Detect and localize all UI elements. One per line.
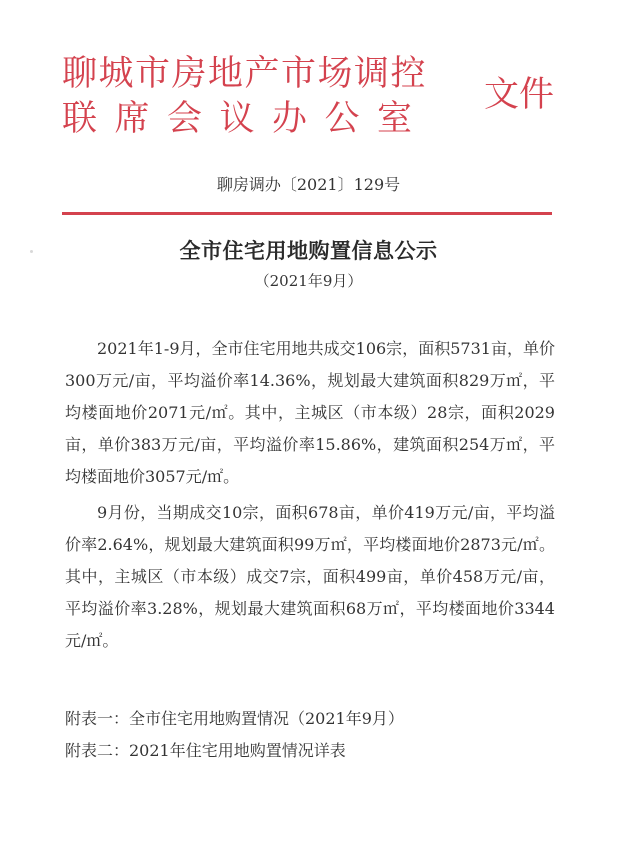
document-number: 聊房调办〔2021〕129号 [216,175,401,194]
document-title: 全市住宅用地购置信息公示 [179,239,438,263]
document-type-suffix: 文件 [484,75,555,115]
attachment-item-1: 附表一：全市住宅用地购置情况（2021年9月） [65,709,404,728]
body-paragraph-september-summary: 9月份，当期成交10宗，面积678亩，单价419万元/亩，平均溢价率2.64%，规划最大建筑面积99万㎡，平均楼面地价2873元/㎡。其中，主城区（市本级）成交7宗，面积499亩，单价458万元/亩，平均溢价率3.28%，规划最大建筑面积68万㎡，平均楼面地价3344元/㎡。 [65,503,555,650]
attachment-item-2: 附表二：2021年住宅用地购置情况详表 [65,741,346,760]
scan-speck [30,250,33,253]
body-paragraph-ytd-summary: 2021年1-9月，全市住宅用地共成交106宗，面积5731亩，单价300万元/亩，平均溢价率14.36%，规划最大建筑面积829万㎡，平均楼面地价2071元/㎡。其中，主城区（市本级）28宗，面积2029亩，单价383万元/亩，平均溢价率15.86%，建筑面积254万㎡，平均楼面地价3057元/㎡。 [65,339,555,486]
issuing-org-line-2: 联席会议办公室 [62,99,430,139]
document-subtitle-date: （2021年9月） [254,272,363,290]
red-divider-line [62,212,552,215]
issuing-org-line-1: 聊城市房地产市场调控 [62,54,428,94]
